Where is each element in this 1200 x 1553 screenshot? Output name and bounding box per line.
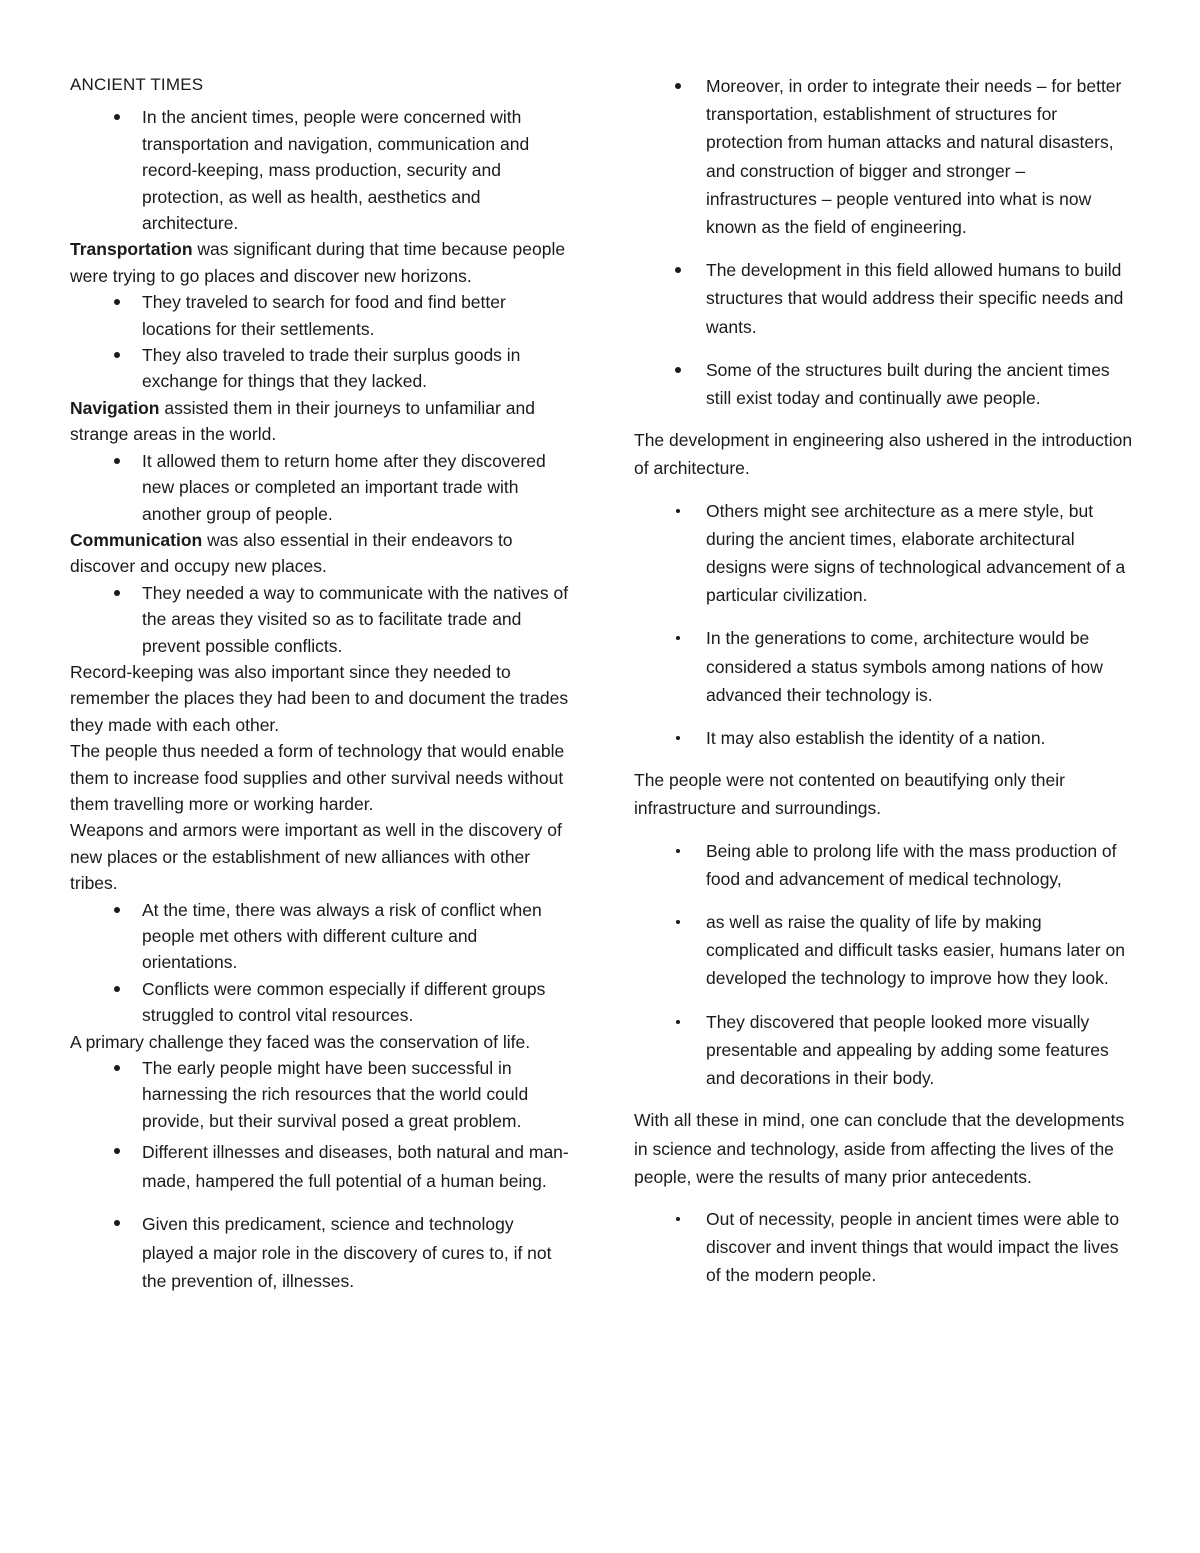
list-item: Moreover, in order to integrate their needs – for better transportation, establishment of structures for protection from human attacks and natural disasters, and construction of bigger and stronger – infrastructures – people ventured into what is now known as the field of engineering. — [634, 72, 1134, 241]
list-item: Given this predicament, science and technology played a major role in the discovery of cures to, if not the prevention of, illnesses. — [70, 1210, 570, 1296]
beautifying-list — [634, 837, 1134, 1093]
communication-paragraph — [70, 527, 570, 580]
list-item: In the generations to come, architecture would be considered a status symbols among nations of how advanced their technology is. — [634, 624, 1134, 709]
list-item: They discovered that people looked more visually presentable and appealing by adding some features and decorations in their body. — [634, 1008, 1134, 1093]
paragraph-text: was also essential in their endeavors to discover and occupy new places. — [70, 529, 513, 577]
list-item: At the time, there was always a risk of conflict when people met others with different culture and orientations. — [70, 897, 570, 976]
transportation-paragraph — [70, 236, 570, 289]
architecture-list — [634, 497, 1134, 753]
list-item: Others might see architecture as a mere style, but during the ancient times, elaborate architectural designs were signs of technological advancement of a particular civilization. — [634, 497, 1134, 610]
list-item: They needed a way to communicate with the natives of the areas they visited so as to facilitate trade and prevent possible conflicts. — [70, 580, 570, 659]
engineering-list — [634, 72, 1134, 412]
conclusion-list — [634, 1205, 1134, 1290]
challenge-paragraph: A primary challenge they faced was the conservation of life. — [70, 1031, 531, 1052]
list-item: Some of the structures built during the ancient times still exist today and continually awe people. — [634, 356, 1134, 412]
list-item: In the ancient times, people were concerned with transportation and navigation, communication and record-keeping, mass production, security and protection, as well as health, aesthetics and architecture. — [70, 104, 570, 236]
list-item: as well as raise the quality of life by making complicated and difficult tasks easier, humans later on developed the technology to improve how they look. — [634, 908, 1134, 993]
list-item: It may also establish the identity of a nation. — [634, 724, 1134, 752]
weapons-paragraph: Weapons and armors were important as well in the discovery of new places or the establishment of new alliances with other tribes. — [70, 820, 562, 894]
list-item: The development in this field allowed humans to build structures that would address their specific needs and wants. — [634, 256, 1134, 341]
list-item: They traveled to search for food and find better locations for their settlements. — [70, 289, 570, 342]
navigation-list — [70, 448, 570, 527]
term-navigation: Navigation — [70, 397, 160, 418]
list-item: Conflicts were common especially if different groups struggled to control vital resources. — [70, 976, 570, 1029]
challenge-list — [70, 1055, 570, 1296]
architecture-paragraph: The development in engineering also ushered in the introduction of architecture. — [634, 430, 1133, 479]
list-item: Out of necessity, people in ancient times were able to discover and invent things that would impact the lives of the modern people. — [634, 1205, 1134, 1290]
right-column — [634, 72, 1134, 1290]
term-communication: Communication — [70, 529, 203, 550]
beautifying-paragraph: The people were not contented on beautifying only their infrastructure and surroundings. — [634, 770, 1065, 819]
left-column — [70, 72, 570, 1296]
list-item: Different illnesses and diseases, both natural and man-made, hampered the full potential of a human being. — [70, 1138, 570, 1195]
technology-need-paragraph: The people thus needed a form of technology that would enable them to increase food supplies and other survival needs without them travelling more or working harder. — [70, 741, 565, 814]
weapons-list — [70, 897, 570, 1029]
list-item: Being able to prolong life with the mass production of food and advancement of medical technology, — [634, 837, 1134, 893]
section-heading: ANCIENT TIMES — [70, 75, 204, 94]
paragraph-text: assisted them in their journeys to unfamiliar and strange areas in the world. — [70, 397, 535, 445]
term-transportation: Transportation — [70, 239, 193, 260]
navigation-paragraph — [70, 395, 570, 448]
conclusion-paragraph: With all these in mind, one can conclude that the developments in science and technology, aside from affecting the lives of the people, were the results of many prior antecedents. — [634, 1110, 1125, 1187]
transportation-list — [70, 289, 570, 395]
list-item: The early people might have been successful in harnessing the rich resources that the world could provide, but their survival posed a great problem. — [70, 1055, 570, 1134]
list-item: It allowed them to return home after they discovered new places or completed an important trade with another group of people. — [70, 448, 570, 527]
list-item: They also traveled to trade their surplus goods in exchange for things that they lacked. — [70, 342, 570, 395]
intro-list — [70, 104, 570, 236]
paragraph-text: was significant during that time because people were trying to go places and discover new horizons. — [70, 239, 566, 286]
communication-list — [70, 580, 570, 659]
record-keeping-paragraph: Record-keeping was also important since they needed to remember the places they had been to and document the trades they made with each other. — [70, 661, 569, 735]
